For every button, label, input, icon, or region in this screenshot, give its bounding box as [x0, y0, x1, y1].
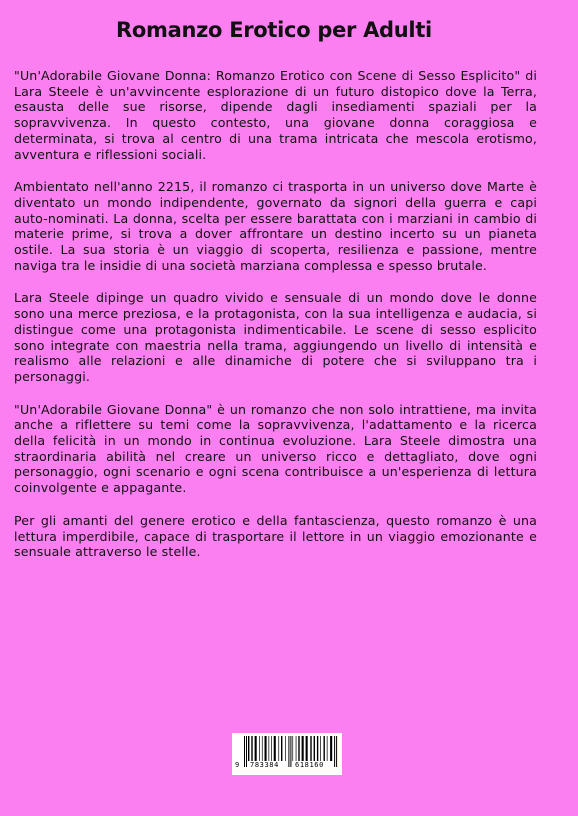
description-paragraph: "Un'Adorabile Giovane Donna" è un romanzo che non solo intrattiene, ma invita anche a riflettere su temi come la sopravvivenza, l'adattamento e la ricerca della felicità in un mondo in continua evoluzione. Lara Steele dimostra una straordinaria abilità nel creare un universo ricco e dettagliato, dove ogni personaggio, ogni scenario e ogni scena contribuisce a un'esperienza di lettura coinvolgente e appagante.	[14, 401, 537, 496]
barcode-bar	[296, 736, 297, 761]
book-description	[14, 68, 537, 577]
barcode-lead-digit: 9	[235, 761, 240, 769]
description-paragraph: Per gli amanti del genere erotico e della fantascienza, questo romanzo è una lettura imperdibile, capace di trasportare il lettore in un viaggio emozionante e sensuale attraverso le stelle.	[14, 512, 537, 560]
barcode-left-group: 783384	[250, 761, 279, 769]
barcode-bar	[285, 736, 286, 761]
barcode-bar	[248, 736, 249, 761]
barcode-bar	[330, 736, 332, 761]
barcode-bar	[292, 736, 293, 761]
barcode-bar	[320, 736, 321, 761]
barcode-bar	[310, 736, 311, 761]
barcode-bar	[327, 736, 328, 761]
barcode-bar	[281, 736, 282, 761]
barcode-bar	[274, 736, 276, 761]
barcode-bar	[302, 736, 304, 761]
barcode-bar	[317, 736, 318, 761]
barcode-bar	[298, 736, 299, 761]
barcode-bar	[265, 736, 267, 761]
barcode-bar	[269, 736, 270, 761]
barcode-bar	[251, 736, 252, 761]
description-paragraph: Lara Steele dipinge un quadro vivido e sensuale di un mondo dove le donne sono una merce preziosa, e la protagonista, con la sua intelligenza e audacia, si distingue come una protagonista indimenticabile. Le scene di sesso esplicito sono integrate con maestria nella trama, aggiungendo un livello di intensità e realismo alle relazioni e alle dinamiche di potere che si sviluppano tra i personaggi.	[14, 290, 537, 384]
barcode-digits	[232, 761, 342, 773]
barcode-bar	[262, 736, 263, 761]
barcode-bar	[271, 736, 272, 761]
barcode-bar	[259, 736, 260, 761]
barcode-bar	[314, 736, 315, 761]
barcode-bar	[255, 736, 257, 761]
barcode-right-group: 618160	[295, 761, 324, 769]
description-paragraph: "Un'Adorabile Giovane Donna: Romanzo Erotico con Scene di Sesso Esplicito" di Lara Steele è un'avvincente esplorazione di un futuro distopico dove la Terra, esausta delle sue risorse, dipende dagli insediamenti spaziali per la sopravvivenza. In questo contesto, una giovane donna coraggiosa e determinata, si trova al centro di una trama intricata che mescola erotismo, avventura e riflessioni sociali.	[14, 68, 537, 162]
isbn-barcode	[232, 733, 342, 775]
barcode-bar	[278, 736, 279, 761]
barcode-bar	[324, 736, 325, 761]
barcode-bar	[306, 736, 308, 761]
book-title: Romanzo Erotico per Adulti	[116, 18, 432, 42]
description-paragraph: Ambientato nell'anno 2215, il romanzo ci trasporta in un universo dove Marte è diventato un mondo indipendente, governato da signori della guerra e capi auto-nominati. La donna, scelta per essere barattata con i marziani in cambio di materie prime, si trova a dover affrontare un destino incerto su un pianeta ostile. La sua storia è un viaggio di scoperta, resilienza e passione, mentre naviga tra le insidie di una società marziana complessa e spesso brutale.	[14, 179, 537, 273]
